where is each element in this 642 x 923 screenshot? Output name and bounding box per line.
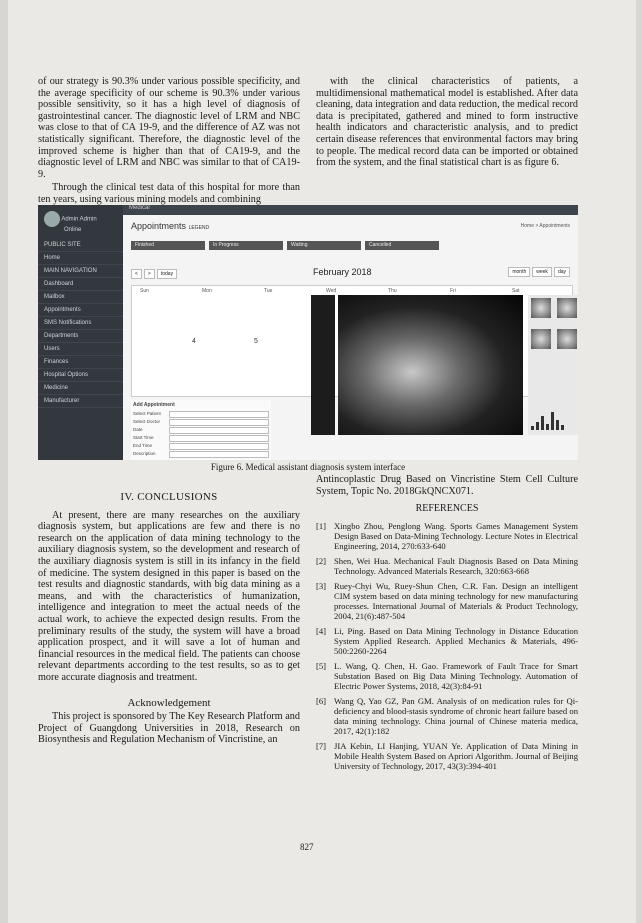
reference-item (316, 696, 578, 736)
reference-number: [4] (316, 625, 327, 636)
form-row (133, 435, 269, 442)
calendar-month: February 2018 (313, 267, 372, 277)
status-legend-item: Waiting (287, 241, 361, 250)
form-input[interactable] (169, 427, 269, 434)
paragraph: Antincoplastic Drug Based on Vincristine Stem Cell Culture System, Topic No. 2018GkQNCX071. (316, 474, 578, 497)
thumbnail[interactable] (531, 329, 551, 349)
form-row (133, 427, 269, 434)
view-button[interactable]: month (508, 267, 530, 277)
right-column-bottom (316, 474, 578, 776)
next-button[interactable]: > (144, 269, 155, 279)
reference-item (316, 556, 578, 576)
references-list (316, 521, 578, 771)
reference-number: [1] (316, 520, 327, 531)
reference-number: [5] (316, 660, 327, 671)
form-label: Date (133, 427, 143, 432)
reference-number: [2] (316, 555, 327, 566)
form-input[interactable] (169, 451, 269, 458)
appointment-form (131, 400, 271, 460)
status-legend-item: In Progress (209, 241, 283, 250)
app-main (123, 215, 578, 460)
form-row (133, 451, 269, 458)
histogram-bar (551, 412, 554, 430)
histogram-bar (546, 424, 549, 430)
user-status: Online (64, 227, 82, 233)
form-label: End Time (133, 443, 153, 448)
sidebar-item[interactable]: Users (38, 343, 123, 356)
left-column-top (38, 76, 300, 208)
image-toolbar (311, 295, 335, 435)
app-topbar (123, 205, 578, 215)
day-number[interactable]: 5 (254, 338, 258, 345)
medical-image (338, 295, 523, 435)
sidebar-item[interactable]: Departments (38, 330, 123, 343)
form-label: Select Doctor (133, 419, 161, 424)
reference-item (316, 741, 578, 771)
title-sub: LEGEND (188, 225, 210, 231)
form-row (133, 419, 269, 426)
figure-caption: Figure 6. Medical assistant diagnosis system interface (210, 462, 406, 472)
sidebar-item[interactable]: Home (38, 252, 123, 265)
references-heading: REFERENCES (415, 503, 479, 515)
page-title (131, 221, 209, 231)
reference-number: [6] (316, 695, 327, 706)
histogram-bar (541, 416, 544, 430)
reference-number: [7] (316, 740, 327, 751)
prev-button[interactable]: < (131, 269, 142, 279)
day-header: Tue (264, 288, 273, 294)
paragraph: At present, there are many researches on the auxiliary diagnosis system, but applications are few and there is no research on the application of data mining technology to the auxiliary diagnosis system, so the development and research of the auxiliary diagnosis system is still in its infancy in the field of medicine. The system designed in this paper is based on the test results and diagnostic standards, with big data mining as a means, and with the characteristics of humanization, intelligence and integration to meet the actual needs of the actual work, to achieve the expected design results. From the preliminary results of the study, the system will have a broad application prospect, and it will save a lot of human and financial resources in the medical field. The patients can choose relevant departments according to the test results, so as to get more accurate diagnosis and treatment. (38, 509, 300, 683)
reference-text: JIA Kebin, LI Hanjing, YUAN Ye. Application of Data Mining in Mobile Health System Based on Apriori Algorithm. Journal of Beijing University of Technology, 2017, 43(3):394-401 (334, 740, 578, 771)
paragraph: with the clinical characteristics of patients, a multidimensional mathematical model is established. After data cleaning, data integration and data reduction, the medical record data is precipitated, gathered and mined to form instructive health indicators and characteristic analysis, and to predict certain disease references that environmental factors may bring to people. The medical record data can be imported or obtained from the system, and the final statistical chart is as figure 6. (316, 76, 578, 169)
today-button[interactable]: today (157, 269, 177, 279)
sidebar-item[interactable]: SMS Notifications (38, 317, 123, 330)
form-input[interactable] (169, 435, 269, 442)
reference-text: Shen, Wei Hua. Mechanical Fault Diagnosis Based on Data Mining Technology. Advanced Materials Research, 320:663-668 (334, 555, 578, 576)
app-name: Medical (129, 205, 150, 211)
reference-text: Li, Ping. Based on Data Mining Technology in Distance Education System Applied Research. Applied Mechanics & Materials, 496-500:2260-2264 (334, 625, 578, 656)
day-header: Wed (326, 288, 337, 294)
sidebar-item[interactable]: Mailbox (38, 291, 123, 304)
public-site-label: PUBLIC SITE (38, 239, 123, 252)
form-input[interactable] (169, 411, 269, 418)
sidebar-item[interactable]: Hospital Options (38, 369, 123, 382)
sidebar-item[interactable]: MAIN NAVIGATION (38, 265, 123, 278)
form-label: Description (133, 451, 156, 456)
status-legend-item: Finished (131, 241, 205, 250)
form-input[interactable] (169, 419, 269, 426)
histogram-bar (536, 422, 539, 430)
reference-text: Xingbo Zhou, Penglong Wang. Sports Games Management System Design Based on Data-Mining Technology. Lecture Notes in Electrical Engineering, 2014, 270:633-640 (334, 520, 578, 551)
form-label: Select Patient (133, 411, 161, 416)
breadcrumb: Home > Appointments (520, 223, 570, 229)
day-header: Sun (140, 288, 149, 294)
calendar-nav (131, 269, 177, 279)
reference-item (316, 626, 578, 656)
page-number: 827 (300, 842, 314, 852)
sidebar-item[interactable]: Medicine (38, 382, 123, 395)
status-legend-item: Cancelled (365, 241, 439, 250)
view-switcher (508, 267, 570, 277)
reference-text: Wang Q, Yao GZ, Pan GM. Analysis of on medication rules for Qi-deficiency and blood-stasis syndrome of chronic heart failure based on data mining technology. China journal of Chinese materia medica, 2017, 42(1):182 (334, 695, 578, 736)
paper-page (8, 0, 636, 923)
paragraph: Through the clinical test data of this hospital for more than ten years, using various mining models and combining (38, 182, 300, 205)
histogram-bar (531, 426, 534, 430)
paragraph: of our strategy is 90.3% under various possible specificity, and the average specificity of our scheme is 90.3% under various possible sensitivity, so it has a high level of diagnosis of gastrointestinal cancer. The diagnostic level of LRM and NBC was close to that of CA 19-9, and the difference of AZ was not statistically significant. Therefore, the diagnostic level of the improved scheme is higher than that of CA19-9, and the diagnostic level of LRM and NBC was similar to that of CA19-9. (38, 76, 300, 180)
day-header: Fri (450, 288, 456, 294)
thumbnail[interactable] (557, 298, 577, 318)
thumbnail[interactable] (557, 329, 577, 349)
left-column-bottom (38, 492, 300, 748)
sidebar-item[interactable]: Dashboard (38, 278, 123, 291)
view-button[interactable]: day (554, 267, 570, 277)
reference-item (316, 581, 578, 621)
form-row (133, 443, 269, 450)
form-title: Add Appointment (133, 402, 175, 408)
day-header: Thu (388, 288, 397, 294)
form-input[interactable] (169, 443, 269, 450)
reference-text: Ruey-Chyi Wu, Ruey-Shun Chen, C.R. Fan. Design an intelligent CIM system based on data mining technology for new manufacturing processes. International Journal of Materials & Product Technology, 2004, 21(6):487-504 (334, 580, 578, 621)
right-column-top (316, 76, 578, 171)
day-header: Mon (202, 288, 212, 294)
user-profile (38, 205, 123, 239)
day-number[interactable]: 4 (192, 338, 196, 345)
title-text: Appointments (131, 221, 187, 231)
form-label: Start Time (133, 435, 154, 440)
histogram-bar (561, 425, 564, 430)
avatar (44, 211, 60, 227)
histogram (531, 410, 564, 430)
user-name: Admin Admin (61, 216, 97, 223)
section-heading: IV. CONCLUSIONS (120, 491, 218, 503)
sidebar-item[interactable]: Finances (38, 356, 123, 369)
paragraph: This project is sponsored by The Key Research Platform and Project of Guangdong Universities in 2018, Research on Biosynthesis and Regulation Mechanism of Vincristine, an (38, 711, 300, 746)
day-header: Sat (512, 288, 520, 294)
sidebar-item[interactable]: Appointments (38, 304, 123, 317)
thumbnail[interactable] (531, 298, 551, 318)
sidebar-item[interactable]: Manufacturer (38, 395, 123, 408)
view-button[interactable]: week (532, 267, 552, 277)
histogram-bar (556, 420, 559, 430)
reference-number: [3] (316, 580, 327, 591)
reference-text: L. Wang, Q. Chen, H. Gao. Framework of Fault Trace for Smart Substation Based on Big Data Mining Technology. Automation of Electric Power Systems, 2018, 42(3):84-91 (334, 660, 578, 691)
form-row (133, 411, 269, 418)
app-sidebar (38, 205, 123, 460)
reference-item (316, 521, 578, 551)
figure-screenshot (38, 205, 578, 460)
acknowledgement-heading: Acknowledgement (127, 696, 211, 709)
reference-item (316, 661, 578, 691)
status-legend (131, 241, 439, 250)
